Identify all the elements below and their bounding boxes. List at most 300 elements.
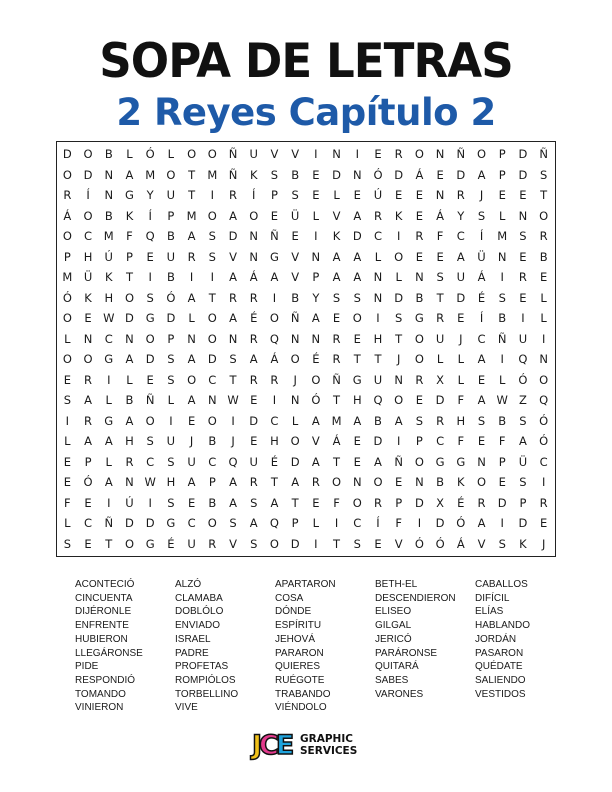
grid-cell: N <box>125 331 134 346</box>
grid-cell: R <box>311 475 320 489</box>
grid-cell: U <box>456 270 466 284</box>
grid-cell: Ú <box>125 495 134 510</box>
grid-cell: T <box>105 536 113 551</box>
grid-cell: L <box>126 372 133 387</box>
grid-cell: L <box>64 331 71 346</box>
grid-cell: K <box>249 167 258 182</box>
grid-cell: C <box>208 454 217 469</box>
word-list-column <box>175 578 275 715</box>
grid-cell: S <box>415 413 424 428</box>
grid-cell: P <box>498 454 506 469</box>
grid-cell: S <box>63 393 71 407</box>
grid-cell: D <box>290 454 300 469</box>
grid-cell: E <box>477 372 486 387</box>
grid-cell: B <box>104 147 113 161</box>
word-list-item: VESTIDOS <box>475 688 526 700</box>
grid-cell: D <box>125 516 134 530</box>
grid-cell: A <box>104 475 113 489</box>
logo-letter-j: J <box>252 730 260 761</box>
grid-cell: G <box>166 516 176 530</box>
grid-cell: T <box>353 352 361 366</box>
grid-cell: K <box>519 536 527 551</box>
grid-cell: Ú <box>104 249 113 264</box>
grid-cell: T <box>333 393 341 407</box>
grid-cell: P <box>291 516 299 530</box>
grid-cell: É <box>457 495 465 510</box>
grid-cell: I <box>314 229 318 243</box>
grid-cell: I <box>355 147 359 161</box>
grid-cell: A <box>229 495 237 510</box>
grid-cell: O <box>414 454 424 469</box>
grid-cell: A <box>477 167 486 182</box>
grid-cell: A <box>311 454 320 469</box>
grid-cell: A <box>125 352 134 366</box>
grid-cell: F <box>457 393 465 407</box>
grid-cell: E <box>291 229 299 243</box>
grid-cell: D <box>166 311 176 325</box>
grid-cell: C <box>84 516 93 530</box>
grid-cell: Ñ <box>228 147 238 161</box>
grid-cell: P <box>312 270 320 284</box>
grid-cell: Á <box>332 434 341 448</box>
grid-cell: Á <box>456 536 465 551</box>
grid-cell: E <box>415 393 424 407</box>
grid-cell: B <box>104 208 113 223</box>
grid-cell: Ñ <box>104 516 114 530</box>
grid-cell: V <box>332 208 341 223</box>
grid-cell: G <box>352 372 362 387</box>
grid-cell: L <box>499 372 506 387</box>
word-list-item: ALZÓ <box>175 579 202 590</box>
grid-cell: O <box>83 208 93 223</box>
grid-cell: G <box>104 413 114 428</box>
grid-cell: D <box>497 495 507 510</box>
grid-cell: B <box>208 434 217 448</box>
grid-cell: I <box>396 229 401 243</box>
grid-cell: C <box>436 434 445 448</box>
grid-cell: L <box>167 393 175 407</box>
grid-cell: Í <box>86 188 90 202</box>
grid-cell: Y <box>312 290 320 305</box>
grid-cell: G <box>414 311 424 325</box>
grid-cell: D <box>373 434 383 448</box>
grid-cell: S <box>519 413 527 428</box>
word-list-item: PARARON <box>275 647 324 659</box>
grid-cell: U <box>166 249 176 264</box>
grid-cell: N <box>477 454 486 469</box>
grid-cell: Q <box>373 393 383 407</box>
grid-cell: O <box>62 311 72 325</box>
word-list-item: HABLANDO <box>475 620 531 632</box>
grid-cell: S <box>519 475 527 489</box>
grid-cell: A <box>477 352 486 366</box>
grid-cell: G <box>456 454 466 469</box>
grid-cell: Q <box>228 454 238 469</box>
grid-cell: J <box>396 352 401 366</box>
grid-cell: J <box>459 331 463 346</box>
grid-cell: U <box>187 454 196 469</box>
logo-text-line1: GRAPHIC <box>300 733 353 745</box>
word-list-item: CLAMABA <box>175 592 223 604</box>
grid-cell: E <box>187 495 196 510</box>
grid-cell: P <box>498 167 506 182</box>
grid-cell: E <box>436 249 444 264</box>
grid-cell: O <box>187 147 197 161</box>
grid-cell: M <box>145 167 156 182</box>
grid-cell: Z <box>518 393 527 407</box>
grid-cell: R <box>332 331 341 346</box>
grid-cell: K <box>84 290 92 305</box>
grid-cell: A <box>84 434 92 448</box>
grid-cell: O <box>166 167 176 182</box>
logo-letter-e: E <box>275 730 292 761</box>
grid-cell: É <box>477 290 486 305</box>
grid-cell: S <box>395 311 403 325</box>
grid-cell: W <box>144 475 156 489</box>
page-subtitle: 2 Reyes Capítulo 2 <box>116 91 496 134</box>
grid-cell: P <box>519 495 527 510</box>
grid-cell: R <box>539 229 548 243</box>
grid-cell: J <box>231 434 235 448</box>
grid-cell: F <box>436 229 444 243</box>
grid-cell: C <box>456 229 465 243</box>
grid-cell: Ñ <box>539 147 548 161</box>
grid-cell: C <box>373 229 382 243</box>
word-list-item: RESPONDIÓ <box>75 674 136 686</box>
grid-cell: K <box>125 208 134 223</box>
word-list-item: PASARON <box>475 647 524 659</box>
grid-cell: T <box>208 290 216 305</box>
grid-cell: S <box>436 270 444 284</box>
word-list-item: RUÉGOTE <box>275 674 325 686</box>
grid-cell: I <box>189 270 194 284</box>
grid-cell: O <box>269 536 279 551</box>
grid-cell: T <box>540 188 548 202</box>
grid-cell: U <box>249 454 258 469</box>
word-list-item: PIDE <box>75 661 99 673</box>
grid-cell: É <box>250 311 258 325</box>
grid-cell: C <box>353 516 362 530</box>
grid-cell: X <box>436 372 445 387</box>
grid-cell: E <box>374 147 382 161</box>
word-list-item: JERICÓ <box>375 633 412 645</box>
grid-cell: Q <box>145 229 155 243</box>
grid-cell: I <box>231 413 235 428</box>
grid-cell: N <box>228 331 238 346</box>
grid-cell: D <box>435 393 445 407</box>
grid-cell: I <box>148 270 152 284</box>
grid-cell: S <box>353 536 361 551</box>
grid-cell: Ñ <box>290 311 300 325</box>
grid-cell: I <box>272 290 277 305</box>
grid-cell: Ü <box>518 454 528 469</box>
grid-cell: A <box>229 311 237 325</box>
grid-cell: Ñ <box>394 454 403 469</box>
grid-cell: G <box>104 352 114 366</box>
grid-cell: M <box>103 229 114 243</box>
grid-cell: M <box>186 208 197 223</box>
grid-cell: N <box>373 290 383 305</box>
grid-cell: S <box>498 290 506 305</box>
grid-cell: R <box>249 475 258 489</box>
grid-cell: Í <box>376 516 380 530</box>
grid-cell: O <box>207 413 217 428</box>
grid-cell: D <box>83 167 93 182</box>
grid-cell: A <box>353 270 362 284</box>
word-list-item: JEHOVÁ <box>275 633 316 645</box>
word-list-item: QUITARÁ <box>375 661 419 673</box>
grid-cell: I <box>65 413 70 428</box>
grid-cell: U <box>518 331 528 346</box>
grid-cell: R <box>477 495 486 510</box>
grid-cell: L <box>540 290 547 305</box>
grid-cell: S <box>498 536 506 551</box>
grid-cell: O <box>332 475 342 489</box>
grid-cell: O <box>352 495 362 510</box>
grid-cell: B <box>498 413 507 428</box>
grid-cell: R <box>249 372 258 387</box>
grid-cell: F <box>333 495 340 510</box>
grid-cell: A <box>353 249 362 264</box>
grid-cell: N <box>394 372 403 387</box>
grid-cell: O <box>83 352 93 366</box>
grid-cell: R <box>249 290 258 305</box>
grid-cell: E <box>84 536 92 551</box>
grid-cell: N <box>290 393 300 407</box>
grid-cell: É <box>312 352 320 366</box>
grid-cell: R <box>125 454 134 469</box>
grid-cell: Á <box>249 270 258 284</box>
grid-cell: O <box>269 311 279 325</box>
word-list-column <box>375 578 475 715</box>
grid-cell: S <box>167 352 175 366</box>
grid-cell: E <box>63 372 71 387</box>
grid-cell: D <box>435 516 445 530</box>
grid-cell: Ñ <box>456 147 466 161</box>
grid-cell: O <box>290 352 300 366</box>
word-list-item: QUIERES <box>275 661 321 673</box>
grid-cell: W <box>103 311 115 325</box>
grid-cell: H <box>373 331 383 346</box>
grid-cell: E <box>312 495 320 510</box>
grid-cell: L <box>312 516 320 530</box>
grid-cell: Ó <box>145 147 155 161</box>
grid-cell: A <box>270 270 279 284</box>
grid-cell: H <box>352 393 362 407</box>
grid-cell: T <box>188 167 196 182</box>
grid-cell: I <box>417 516 422 530</box>
grid-cell: F <box>498 434 506 448</box>
grid-cell: T <box>270 475 278 489</box>
grid-cell: Ó <box>62 290 72 305</box>
grid-cell: E <box>353 454 361 469</box>
word-list-item: CINCUENTA <box>75 592 133 604</box>
grid-cell: E <box>498 475 506 489</box>
grid-cell: A <box>332 270 341 284</box>
word-search-grid <box>56 141 556 557</box>
grid-cell: N <box>435 188 445 202</box>
grid-cell: R <box>229 290 238 305</box>
grid-cell: C <box>477 331 486 346</box>
grid-cell: F <box>395 516 402 530</box>
grid-cell: N <box>497 249 507 264</box>
grid-cell: N <box>539 352 548 366</box>
grid-cell: O <box>124 536 134 551</box>
grid-cell: E <box>519 249 527 264</box>
grid-cell: D <box>332 167 341 182</box>
grid-cell: A <box>229 475 237 489</box>
grid-cell: R <box>270 372 279 387</box>
grid-cell: S <box>519 229 527 243</box>
grid-cell: B <box>166 229 175 243</box>
grid-cell: T <box>333 536 341 551</box>
grid-cell: O <box>145 413 155 428</box>
grid-cell: V <box>229 249 237 264</box>
grid-cell: N <box>373 270 383 284</box>
grid-cell: N <box>104 167 114 182</box>
grid-cell: A <box>456 249 465 264</box>
grid-cell: T <box>333 454 341 469</box>
grid-cell: I <box>314 536 318 551</box>
grid-cell: S <box>229 352 237 366</box>
word-list-item: SABES <box>375 674 409 686</box>
grid-cell: O <box>207 311 217 325</box>
grid-cell: L <box>499 208 506 223</box>
word-list-column <box>75 578 175 715</box>
word-list-item: ENVIADO <box>175 620 221 632</box>
grid-cell: E <box>250 393 258 407</box>
grid-cell: L <box>436 352 444 366</box>
grid-cell: V <box>311 434 320 448</box>
grid-cell: R <box>436 311 445 325</box>
grid-cell: N <box>332 147 341 161</box>
grid-cell: A <box>84 393 92 407</box>
grid-cell: C <box>146 454 155 469</box>
grid-cell: O <box>62 352 72 366</box>
grid-cell: N <box>518 208 528 223</box>
grid-cell: N <box>415 270 424 284</box>
grid-cell: H <box>166 475 176 489</box>
grid-cell: V <box>477 536 486 551</box>
grid-cell: L <box>291 413 299 428</box>
grid-cell: I <box>500 516 504 530</box>
grid-cell: S <box>146 290 154 305</box>
grid-cell: R <box>63 188 72 202</box>
grid-cell: Q <box>269 331 279 346</box>
grid-cell: E <box>540 270 548 284</box>
grid-cell: Ñ <box>270 229 279 243</box>
grid-cell: Ó <box>435 536 445 551</box>
grid-cell: S <box>270 167 279 182</box>
grid-cell: I <box>334 516 339 530</box>
word-list-item: ELÍAS <box>475 606 504 618</box>
grid-cell: C <box>539 454 548 469</box>
grid-cell: Á <box>415 167 424 182</box>
grid-cell: Ñ <box>497 331 507 346</box>
grid-cell: G <box>125 188 134 202</box>
word-list-item: TOMANDO <box>75 688 126 700</box>
grid-cell: A <box>125 413 134 428</box>
grid-cell: O <box>249 208 259 223</box>
word-list-item: JORDÁN <box>475 633 517 645</box>
grid-cell: P <box>167 208 175 223</box>
grid-cell: D <box>62 147 72 161</box>
grid-cell: H <box>270 434 279 448</box>
grid-cell: O <box>414 147 424 161</box>
grid-cell: S <box>167 495 175 510</box>
grid-cell: R <box>332 352 341 366</box>
grid-cell: E <box>270 208 279 223</box>
grid-cell: Ó <box>83 475 93 489</box>
grid-cell: T <box>395 331 403 346</box>
grid-cell: K <box>104 270 113 284</box>
grid-cell: A <box>187 352 196 366</box>
grid-cell: S <box>208 249 216 264</box>
grid-cell: M <box>62 270 73 284</box>
grid-cell: T <box>374 352 382 366</box>
word-list-item: HUBIERON <box>75 633 128 645</box>
grid-cell: Ó <box>518 372 528 387</box>
word-list-item: TORBELLINO <box>175 688 239 700</box>
grid-cell: A <box>332 249 341 264</box>
grid-cell: U <box>435 331 445 346</box>
grid-cell: A <box>187 393 196 407</box>
grid-cell: D <box>394 167 404 182</box>
grid-cell: C <box>84 229 93 243</box>
word-list-item: TRABANDO <box>275 688 331 700</box>
word-list-item: DOBLÓLO <box>175 606 224 618</box>
grid-cell: P <box>270 188 278 202</box>
grid-cell: L <box>457 352 465 366</box>
grid-cell: O <box>414 331 424 346</box>
grid-cell: O <box>476 147 487 161</box>
grid-cell: E <box>519 290 527 305</box>
grid-cell: E <box>312 167 320 182</box>
grid-cell: F <box>457 434 465 448</box>
grid-cell: O <box>394 393 404 407</box>
grid-cell: L <box>333 188 340 202</box>
grid-cell: P <box>63 249 71 264</box>
grid-cell: W <box>227 393 239 407</box>
grid-cell: S <box>208 229 216 243</box>
word-list-column <box>275 578 375 715</box>
grid-cell: B <box>374 413 382 428</box>
grid-cell: A <box>249 516 258 530</box>
grid-cell: T <box>125 270 133 284</box>
grid-cell: T <box>291 495 299 510</box>
grid-cell: E <box>498 188 506 202</box>
grid-cell: Í <box>148 208 152 223</box>
grid-cell: I <box>169 413 173 428</box>
grid-cell: Y <box>457 208 465 223</box>
grid-cell: N <box>415 475 424 489</box>
grid-cell: E <box>332 311 341 325</box>
grid-cell: P <box>126 249 133 264</box>
grid-cell: L <box>105 454 112 469</box>
grid-cell: G <box>435 454 445 469</box>
grid-cell: O <box>62 167 72 182</box>
grid-cell: E <box>395 188 403 202</box>
grid-cell: Á <box>477 270 486 284</box>
grid-cell: Ó <box>539 434 549 448</box>
word-list-item: BETH-EL <box>375 579 418 590</box>
word-list-item: VIVE <box>175 702 198 714</box>
grid-cell: Q <box>269 516 279 530</box>
grid-cell: E <box>146 249 154 264</box>
grid-cell: R <box>415 372 424 387</box>
grid-cell: V <box>291 147 300 161</box>
grid-cell: J <box>479 188 484 202</box>
